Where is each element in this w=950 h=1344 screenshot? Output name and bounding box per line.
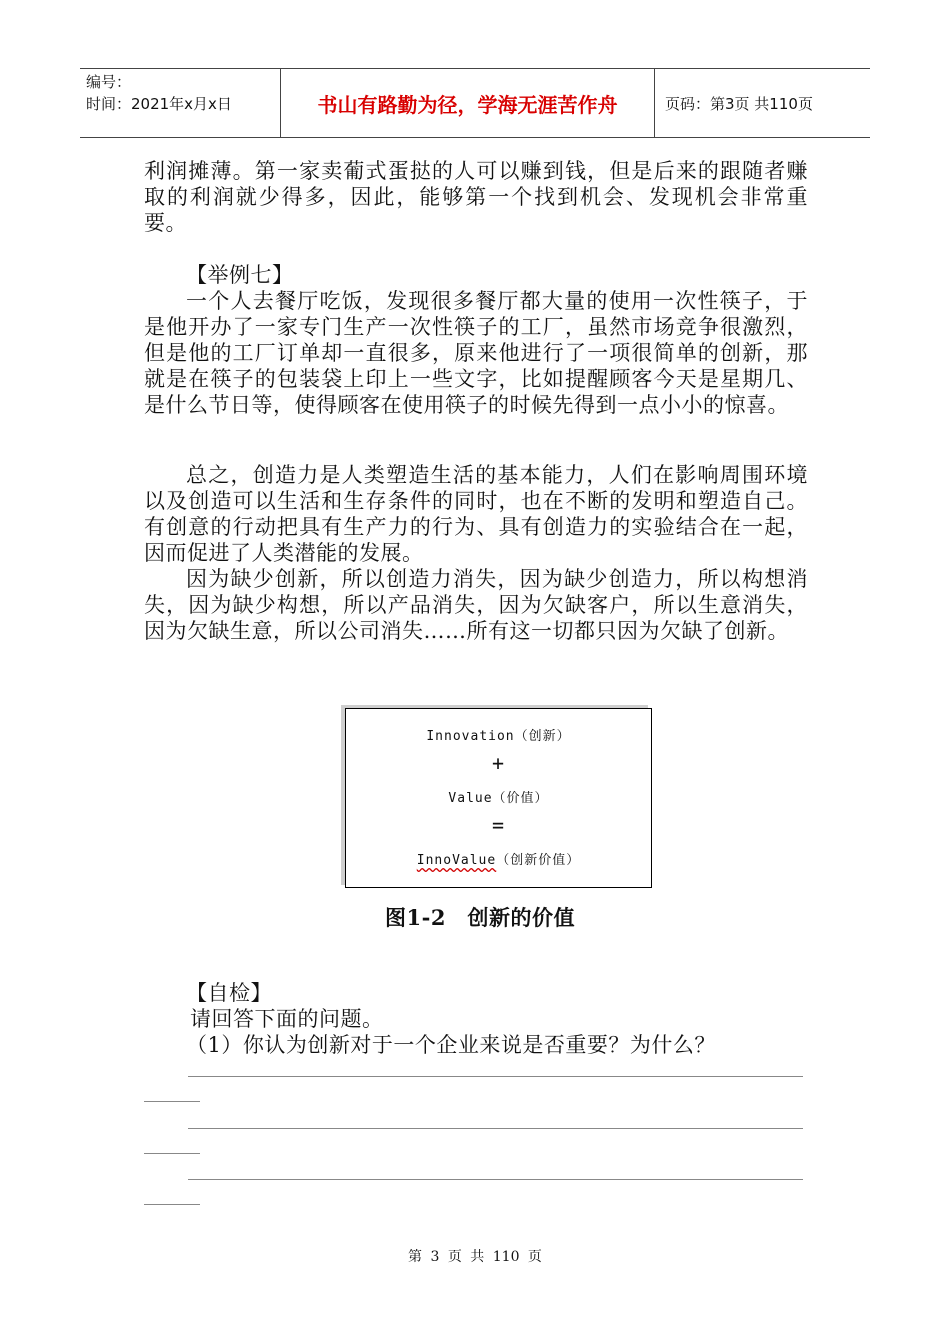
figure-line-innovalue bbox=[346, 849, 651, 868]
self-check-title: 【自检】 bbox=[186, 981, 272, 1005]
figure-line-value: Value（价值） bbox=[448, 791, 549, 806]
figure-innovalue-word: InnoValue bbox=[416, 853, 497, 868]
answer-line-1 bbox=[188, 1076, 803, 1077]
figure-line-innovation: Innovation（创新） bbox=[426, 729, 571, 744]
figure-innovalue bbox=[345, 708, 652, 888]
paragraph-1: 利润摊薄。第一家卖葡式蛋挞的人可以赚到钱，但是后来的跟随者赚取的利润就少得多，因此，能够第一个找到机会、发现机会非常重要。 bbox=[144, 159, 808, 235]
figure-caption: 图1-2 创新的价值 bbox=[385, 905, 575, 930]
header-meta bbox=[80, 69, 281, 137]
header-motto: 书山有路勤为径，学海无涯苦作舟 bbox=[281, 69, 655, 137]
self-check-question-1: （1）你认为创新对于一个企业来说是否重要？为什么？ bbox=[186, 1033, 716, 1057]
header-number: 编号： bbox=[86, 73, 132, 91]
answer-line-2-tail bbox=[144, 1153, 200, 1154]
page-footer: 第 3 页 共 110 页 bbox=[408, 1249, 542, 1265]
figure-innovalue-rest: （创新价值） bbox=[496, 853, 581, 868]
example-title: 【举例七】 bbox=[186, 263, 294, 287]
paragraph-3: 总之，创造力是人类塑造生活的基本能力，人们在影响周围环境以及创造可以生活和生存条件的同时，也在不断的发明和塑造自己。有创意的行动把具有生产力的行为、具有创造力的实验结合在一起，因而促进了人类潜能的发展。 bbox=[144, 463, 808, 565]
page-header bbox=[80, 68, 870, 138]
answer-line-3-tail bbox=[144, 1204, 200, 1205]
answer-line-1-tail bbox=[144, 1101, 200, 1102]
answer-line-3 bbox=[188, 1179, 803, 1180]
figure-plus: + bbox=[491, 751, 506, 775]
header-date: 时间：2021年x月x日 bbox=[86, 95, 232, 113]
header-page-info: 页码：第3页 共110页 bbox=[665, 94, 813, 113]
paragraph-2: 一个人去餐厅吃饭，发现很多餐厅都大量的使用一次性筷子，于是他开办了一家专门生产一次性筷子的工厂，虽然市场竞争很激烈，但是他的工厂订单却一直很多，原来他进行了一项很简单的创新，那就是在筷子的包装袋上印上一些文字，比如提醒顾客今天是星期几、是什么节日等，使得顾客在使用筷子的时候先得到一点小小的惊喜。 bbox=[144, 289, 808, 417]
answer-line-2 bbox=[188, 1128, 803, 1129]
paragraph-4: 因为缺少创新，所以创造力消失，因为缺少创造力，所以构想消失，因为缺少构想，所以产品消失，因为欠缺客户，所以生意消失，因为欠缺生意，所以公司消失……所有这一切都只因为欠缺了创新。 bbox=[144, 567, 808, 643]
figure-equals: = bbox=[491, 813, 506, 837]
self-check-instruction: 请回答下面的问题。 bbox=[190, 1007, 384, 1031]
